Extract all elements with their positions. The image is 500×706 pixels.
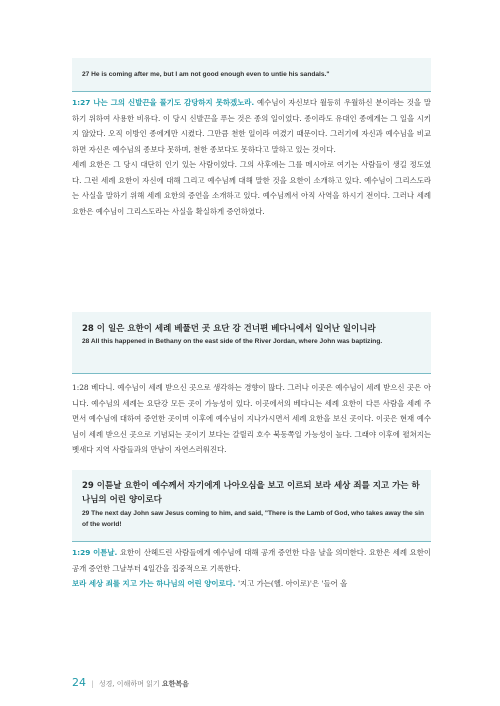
footer-separator: |	[91, 680, 94, 688]
verse-28-box	[72, 312, 431, 374]
verse-28-english: 28 All this happened in Bethany on the east side of the River Jordan, where John was baptizing.	[82, 338, 383, 345]
commentary-1-27	[72, 95, 431, 219]
verse-28-korean: 28 이 일은 요한이 세례 베풀던 곳 요단 강 건너편 베다니에서 일어난 일이니라	[82, 324, 376, 334]
commentary-1-29-body: 요한이 산헤드린 사람들에게 예수님에 대해 공개 증언한 다음 날을 의미한다. 요한은 세례 요한이 공개 증언한 그날부터 4일간을 집중적으로 기록한다.	[72, 548, 431, 573]
commentary-1-28-body: 1:28 베다니. 예수님이 세례 받으신 곳으로 생각하는 경향이 많다. 그러나 이곳은 예수님이 세례 받으신 곳은 아니다. 예수님의 세례는 요단강 모든 곳이 가능성이 있다. 이곳에서의 베다니는 세례 요한이 다른 사람을 세례 주면서 예수님에 대하여 증언한 곳이며 이후에 예수님이 지나가시면서 세례 요한을 보신 곳이다. 이곳은 현재 예수님이 세례 받으신 곳으로 기념되는 곳이기 보다는 갈릴리 호수 북동쪽일 가능성이 높다. 그래야 이후에 펼쳐지는 벳새다 지역 사람들과의 만남이 자연스러워진다.	[72, 383, 431, 454]
series-title: 성경, 이해하며 읽기	[98, 680, 160, 688]
commentary-1-27-lead: 1:27 나는 그의 신발끈을 풀기도 감당하지 못하겠노라.	[72, 98, 255, 107]
page-number: 24	[72, 676, 86, 689]
verse-29-korean: 29 이튿날 요한이 예수께서 자기에게 나아오심을 보고 이르되 보라 세상 죄를 지고 가는 하나님의 어린 양이로다	[82, 481, 420, 505]
commentary-1-27-body2: 세례 요한은 그 당시 대단히 인기 있는 사람이었다. 그의 사후에는 그를 메시아로 여기는 사람들이 생길 정도였다. 그런 세례 요한이 자신에 대해 그리고 예수님께 대해 말한 것을 요한이 소개하고 있다. 예수님이 그리스도라는 사실을 말하기 위해 세례 요한의 증언을 소개하고 있다. 예수님께서 아직 사역을 하시기 전이다. 그러나 세례 요한은 예수님이 그리스도라는 사실을 확실하게 증언하였다.	[72, 160, 431, 216]
commentary-1-27-body: 예수님이 자신보다 월등히 우월하신 분이라는 것을 말하기 위하여 사용한 비유다. 이 당시 신발끈을 푸는 것은 종의 일이었다. 종이라도 유대인 종에게는 그 일을 시키지 않았다. 오직 이방인 종에게만 시켰다. 그만큼 천한 일이라 여겼기 때문이다. 그러기에 자신과 예수님을 비교하면 자신은 예수님의 종보다 못하며, 천한 종보다도 못하다고 말하고 있는 것이다.	[72, 98, 431, 154]
verse-29-box	[72, 470, 431, 542]
verse-27-english: 27 He is coming after me, but I am not good enough even to untie his sandals."	[82, 71, 330, 78]
commentary-1-29-lead: 1:29 이튿날.	[72, 548, 118, 557]
verse-29-english: 29 The next day John saw Jesus coming to him, and said, "There is the Lamb of God, who takes away the sin of the world!	[82, 510, 425, 528]
page-footer	[72, 676, 189, 689]
commentary-1-29-body2: '지고 가는(헬. 아이로)'은 '들어 올	[235, 579, 348, 588]
commentary-1-28	[72, 380, 431, 458]
verse-27-box	[72, 58, 431, 92]
book-title: 요한복음	[161, 679, 189, 688]
commentary-1-29	[72, 545, 431, 592]
commentary-1-29-lead2: 보라 세상 죄를 지고 가는 하나님의 어린 양이로다.	[72, 579, 236, 588]
